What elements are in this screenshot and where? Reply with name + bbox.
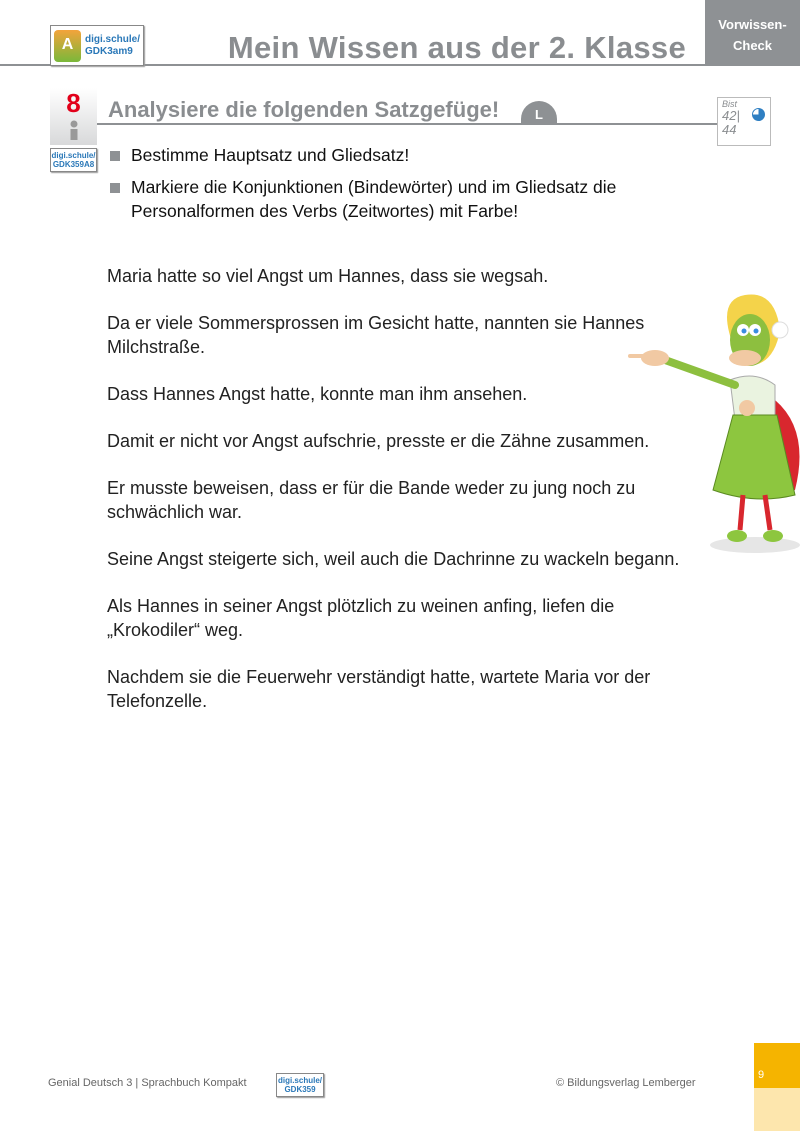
page-marker [754, 1088, 800, 1131]
task-heading: Analysiere die folgenden Satzgefüge! [108, 97, 500, 122]
logo-text: digi.schule/ GDK3am9 [84, 33, 140, 57]
footer-copyright: © Bildungsverlag Lemberger [556, 1077, 696, 1089]
bist-page: 44 [722, 122, 737, 137]
solution-badge: L [521, 101, 557, 124]
digi-schule-logo-link[interactable] [50, 25, 144, 66]
sentence: Als Hannes in seiner Angst plötzlich zu weinen anfing, liefen die „Krokodiler“ weg. [107, 596, 615, 640]
sentence: Maria hatte so viel Angst um Hannes, dass sie wegsah. [107, 266, 549, 286]
sentence: Nachdem sie die Feuerwehr verständigt hatte, wartete Maria vor der Telefonzelle. [107, 667, 651, 711]
tab-line: Vorwissen- [718, 17, 787, 32]
pie-chart-icon [752, 108, 765, 121]
task-digi-link[interactable]: digi.schule/ GDK359A8 [50, 148, 97, 172]
sentence: Dass Hannes Angst hatte, konnte man ihm ansehen. [107, 384, 528, 404]
instruction-list [110, 143, 690, 231]
task-number: 8 [66, 88, 81, 118]
person-icon [69, 120, 79, 140]
task-number-block [50, 88, 97, 145]
app-icon: A [54, 30, 81, 62]
page-number: 9 [754, 1043, 800, 1088]
crocodile-girl-illustration [625, 290, 800, 560]
instruction-item: Bestimme Hauptsatz und Gliedsatz! [110, 143, 690, 167]
page-title: Mein Wissen aus der 2. Klasse [227, 30, 686, 65]
sentence-list [107, 264, 707, 736]
heading-rule [97, 123, 717, 125]
bist-label: Bist [722, 99, 738, 109]
tab-line: Check [732, 38, 773, 53]
instruction-item: Markiere die Konjunktionen (Bindewörter) und im Gliedsatz die Personalformen des Verbs (Zeitwortes) mit Farbe! [110, 175, 690, 223]
footer-book-title: Genial Deutsch 3 | Sprachbuch Kompakt [48, 1077, 247, 1089]
section-tab [705, 0, 800, 66]
bist-box [717, 97, 771, 146]
sentence: Seine Angst steigerte sich, weil auch die Dachrinne zu wackeln begann. [107, 549, 680, 569]
bist-page: 42| [722, 108, 740, 123]
sentence: Damit er nicht vor Angst aufschrie, presste er die Zähne zusammen. [107, 431, 650, 451]
footer-digi-link[interactable]: digi.schule/ GDK359 [276, 1073, 324, 1097]
sentence: Er musste beweisen, dass er für die Bande weder zu jung noch zu schwächlich war. [107, 478, 636, 522]
sentence: Da er viele Sommersprossen im Gesicht hatte, nannten sie Hannes Milchstraße. [107, 313, 645, 357]
